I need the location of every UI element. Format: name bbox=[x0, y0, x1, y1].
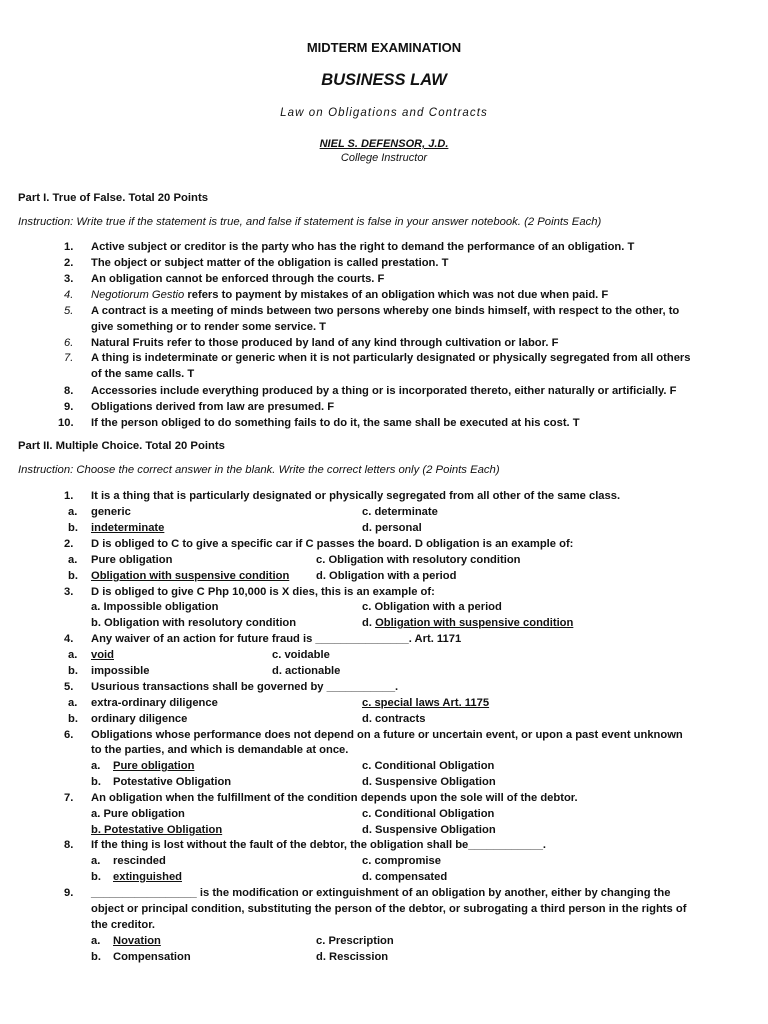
choice-marker: a. bbox=[91, 760, 101, 772]
p1-item-number: 9. bbox=[64, 401, 74, 413]
choice-c: c. Obligation with a period bbox=[362, 601, 502, 613]
p2-question-text: D is obliged to C to give a specific car if C passes the board. D obligation is an example of: bbox=[91, 538, 574, 550]
choice-d-answer bbox=[362, 616, 573, 630]
exam-title: MIDTERM EXAMINATION bbox=[306, 40, 462, 55]
part2-instruction: Instruction: Choose the correct answer in the blank. Write the correct letters only (2 Points Each) bbox=[18, 464, 500, 476]
choice-c: c. Obligation with resolutory condition bbox=[316, 554, 521, 566]
part1-title: Part I. True of False. Total 20 Points bbox=[18, 192, 209, 204]
p2-question-text: D is obliged to give C Php 10,000 is X dies, this is an example of: bbox=[91, 586, 435, 598]
instructor-title: College Instructor bbox=[340, 152, 428, 164]
choice-b: impossible bbox=[91, 665, 150, 677]
p1-item-text: Accessories include everything produced by a thing or is incorporated thereto, either naturally or artificially. F bbox=[91, 385, 677, 397]
p2-question-number: 6. bbox=[64, 729, 74, 741]
choice-b-answer: indeterminate bbox=[91, 522, 165, 534]
choice-a: extra-ordinary diligence bbox=[91, 697, 218, 709]
choice-marker: b. bbox=[68, 665, 78, 677]
p1-item-number: 8. bbox=[64, 385, 74, 397]
choice-b-answer: Obligation with suspensive condition bbox=[91, 570, 290, 582]
choice-c: c. Conditional Obligation bbox=[362, 808, 495, 820]
choice-a: rescinded bbox=[113, 855, 166, 867]
p1-item-text: Natural Fruits refer to those produced by land of any kind through cultivation or labor. F bbox=[91, 337, 559, 349]
choice-d: d. Suspensive Obligation bbox=[362, 824, 496, 836]
choice-marker: a. bbox=[91, 855, 101, 867]
choice-a-answer: Pure obligation bbox=[113, 760, 195, 772]
topic-title: Law on Obligations and Contracts bbox=[280, 107, 488, 119]
choice-a: Pure obligation bbox=[91, 554, 173, 566]
choice-b-answer: extinguished bbox=[113, 871, 182, 883]
p2-question-text: Obligations whose performance does not depend on a future or uncertain event, or upon a past event unknown bbox=[91, 729, 683, 741]
p2-question-number: 8. bbox=[64, 839, 74, 851]
part2-title: Part II. Multiple Choice. Total 20 Points bbox=[18, 440, 225, 452]
p1-item-text: A thing is indeterminate or generic when it is not particularly designated or physically segregated from all others bbox=[91, 352, 691, 364]
p1-item-number: 4. bbox=[64, 289, 74, 301]
choice-marker: a. bbox=[68, 554, 78, 566]
p2-question-number: 9. bbox=[64, 887, 74, 899]
p2-question-text: Usurious transactions shall be governed by ___________. bbox=[91, 681, 399, 693]
p1-item-text: The object or subject matter of the obligation is called prestation. T bbox=[91, 257, 449, 269]
choice-b: Potestative Obligation bbox=[113, 776, 232, 788]
p2-question-continuation: the creditor. bbox=[91, 919, 156, 931]
choice-d: d. Obligation with a period bbox=[316, 570, 457, 582]
p2-question-number: 2. bbox=[64, 538, 74, 550]
choice-marker: a. bbox=[68, 697, 78, 709]
choice-c: c. Conditional Obligation bbox=[362, 760, 495, 772]
p1-item-rest: refers to payment by mistakes of an obligation which was not due when paid. F bbox=[184, 289, 609, 301]
part1-instruction: Instruction: Write true if the statement is true, and false if statement is false in your answer notebook. (2 Points Each) bbox=[18, 216, 602, 228]
choice-marker: b. bbox=[91, 871, 101, 883]
choice-c: c. voidable bbox=[272, 649, 330, 661]
choice-a-answer: void bbox=[91, 649, 114, 661]
choice-d: d. contracts bbox=[362, 713, 426, 725]
p1-item-number: 5. bbox=[64, 305, 74, 317]
choice-a: a. Pure obligation bbox=[91, 808, 185, 820]
subject-title: BUSINESS LAW bbox=[321, 71, 447, 89]
choice-a: generic bbox=[91, 506, 131, 518]
p1-item-number: 2. bbox=[64, 257, 74, 269]
p1-item-text bbox=[91, 288, 608, 302]
p1-item-number: 3. bbox=[64, 273, 74, 285]
p2-question-number: 5. bbox=[64, 681, 74, 693]
p1-item-text: Active subject or creditor is the party who has the right to demand the performance of an obligation. T bbox=[91, 241, 635, 253]
choice-marker: a. bbox=[91, 935, 101, 947]
choice-d: d. personal bbox=[362, 522, 422, 534]
p2-question-number: 4. bbox=[64, 633, 74, 645]
choice-marker: b. bbox=[68, 570, 78, 582]
choice-marker: b. bbox=[68, 522, 78, 534]
p1-item-text: An obligation cannot be enforced through the courts. F bbox=[91, 273, 385, 285]
choice-c: c. compromise bbox=[362, 855, 441, 867]
choice-a: a. Impossible obligation bbox=[91, 601, 219, 613]
p1-item-number: 7. bbox=[64, 352, 74, 364]
choice-b: b. Obligation with resolutory condition bbox=[91, 617, 297, 629]
p1-item-number: 10. bbox=[58, 417, 74, 429]
choice-marker: b. bbox=[68, 713, 78, 725]
choice-marker: a. bbox=[68, 506, 78, 518]
p2-question-number: 1. bbox=[64, 490, 74, 502]
choice-d: d. compensated bbox=[362, 871, 448, 883]
choice-b: ordinary diligence bbox=[91, 713, 188, 725]
choice-marker: a. bbox=[68, 649, 78, 661]
p2-question-text: If the thing is lost without the fault of the debtor, the obligation shall be____________. bbox=[91, 839, 547, 851]
p2-question-text: An obligation when the fulfillment of the condition depends upon the sole will of the debtor. bbox=[91, 792, 578, 804]
p2-question-number: 3. bbox=[64, 586, 74, 598]
choice-d: d. actionable bbox=[272, 665, 341, 677]
choice-d-text: Obligation with suspensive condition bbox=[375, 617, 574, 629]
p1-item-lead: Negotiorum Gestio bbox=[91, 289, 185, 301]
p1-item-number: 6. bbox=[64, 337, 74, 349]
choice-a-answer: Novation bbox=[113, 935, 161, 947]
p1-item-number: 1. bbox=[64, 241, 74, 253]
p2-question-text: Any waiver of an action for future fraud is _______________. Art. 1171 bbox=[91, 633, 462, 645]
choice-d: d. Rescission bbox=[316, 951, 389, 963]
p1-item-text: A contract is a meeting of minds between two persons whereby one binds himself, with respect to the other, to bbox=[91, 305, 680, 317]
choice-d: d. Suspensive Obligation bbox=[362, 776, 496, 788]
p1-item-continuation: give something or to render some service. T bbox=[91, 321, 327, 333]
choice-marker: b. bbox=[91, 776, 101, 788]
instructor-name: NIEL S. DEFENSOR, J.D. bbox=[319, 138, 449, 150]
p1-item-continuation: of the same calls. T bbox=[91, 368, 195, 380]
p2-question-text: It is a thing that is particularly designated or physically segregated from all other of the same class. bbox=[91, 490, 621, 502]
choice-marker: d. bbox=[362, 617, 376, 629]
p2-question-continuation: to the parties, and which is demandable at once. bbox=[91, 744, 349, 756]
choice-b: Compensation bbox=[113, 951, 191, 963]
choice-b-answer: b. Potestative Obligation bbox=[91, 824, 223, 836]
p1-item-text: Obligations derived from law are presumed. F bbox=[91, 401, 335, 413]
choice-c-answer: c. special laws Art. 1175 bbox=[362, 697, 490, 709]
p1-item-text: If the person obliged to do something fails to do it, the same shall be executed at his cost. T bbox=[91, 417, 580, 429]
choice-c: c. Prescription bbox=[316, 935, 394, 947]
choice-marker: b. bbox=[91, 951, 101, 963]
p2-question-number: 7. bbox=[64, 792, 74, 804]
choice-c: c. determinate bbox=[362, 506, 438, 518]
p2-question-text: _________________ is the modification or extinguishment of an obligation by another, either by changing the bbox=[91, 887, 671, 899]
p2-question-continuation: object or principal condition, substituting the person of the debtor, or subrogating a third person in the rights of bbox=[91, 903, 687, 915]
